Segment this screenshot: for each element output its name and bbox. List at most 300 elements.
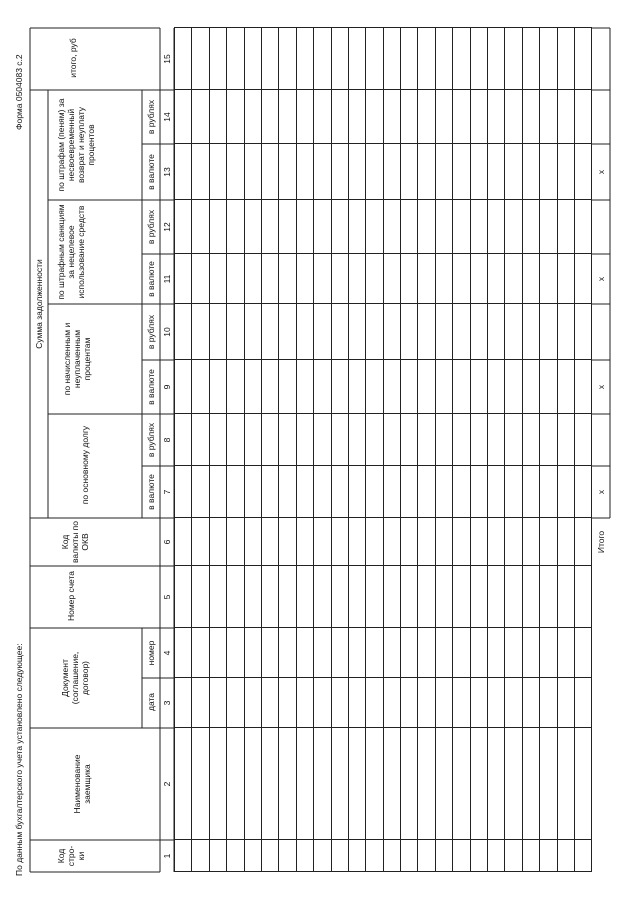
table-cell[interactable] [227, 28, 244, 90]
table-cell[interactable] [418, 254, 435, 304]
table-cell[interactable] [401, 414, 418, 466]
table-cell[interactable] [175, 728, 192, 840]
table-cell[interactable] [279, 466, 296, 518]
table-cell[interactable] [522, 466, 539, 518]
table-cell[interactable] [435, 466, 452, 518]
table-cell[interactable] [435, 518, 452, 566]
table-cell[interactable] [383, 628, 400, 678]
table-cell[interactable] [331, 28, 348, 90]
table-cell[interactable] [244, 414, 261, 466]
table-cell[interactable] [331, 628, 348, 678]
table-cell[interactable] [522, 628, 539, 678]
table-cell[interactable] [244, 678, 261, 728]
table-cell[interactable] [261, 414, 278, 466]
table-cell[interactable] [348, 360, 365, 414]
table-cell[interactable] [574, 518, 591, 566]
table-cell[interactable] [261, 90, 278, 144]
table-cell[interactable] [488, 728, 505, 840]
table-cell[interactable] [366, 628, 383, 678]
table-cell[interactable] [331, 360, 348, 414]
table-cell[interactable] [331, 254, 348, 304]
table-cell[interactable] [331, 678, 348, 728]
table-cell[interactable] [331, 304, 348, 360]
table-cell[interactable] [261, 628, 278, 678]
table-cell[interactable] [557, 518, 574, 566]
table-cell[interactable] [348, 518, 365, 566]
table-cell[interactable] [296, 466, 313, 518]
table-cell[interactable] [557, 28, 574, 90]
table-cell[interactable] [348, 304, 365, 360]
table-cell[interactable] [540, 628, 557, 678]
table-cell[interactable] [192, 414, 209, 466]
table-cell[interactable] [557, 728, 574, 840]
table-cell[interactable] [348, 628, 365, 678]
table-cell[interactable] [470, 840, 487, 872]
table-cell[interactable] [574, 144, 591, 200]
table-cell[interactable] [227, 628, 244, 678]
table-cell[interactable] [488, 414, 505, 466]
table-cell[interactable] [366, 678, 383, 728]
table-cell[interactable] [296, 518, 313, 566]
table-cell[interactable] [279, 678, 296, 728]
table-cell[interactable] [383, 200, 400, 254]
table-cell[interactable] [470, 144, 487, 200]
table-cell[interactable] [348, 200, 365, 254]
table-cell[interactable] [453, 360, 470, 414]
table-cell[interactable] [435, 566, 452, 628]
table-cell[interactable] [331, 728, 348, 840]
table-cell[interactable] [227, 466, 244, 518]
table-cell[interactable] [383, 254, 400, 304]
table-cell[interactable] [418, 144, 435, 200]
table-cell[interactable] [296, 728, 313, 840]
table-cell[interactable] [540, 414, 557, 466]
table-cell[interactable] [401, 254, 418, 304]
table-cell[interactable] [366, 254, 383, 304]
table-cell[interactable] [557, 840, 574, 872]
table-cell[interactable] [470, 518, 487, 566]
table-cell[interactable] [453, 414, 470, 466]
table-cell[interactable] [505, 518, 522, 566]
table-cell[interactable] [522, 360, 539, 414]
table-cell[interactable] [348, 90, 365, 144]
table-cell[interactable] [505, 628, 522, 678]
table-cell[interactable] [279, 566, 296, 628]
table-cell[interactable] [227, 728, 244, 840]
table-cell[interactable] [470, 90, 487, 144]
table-cell[interactable] [314, 90, 331, 144]
table-cell[interactable] [453, 254, 470, 304]
table-cell[interactable] [505, 360, 522, 414]
table-cell[interactable] [540, 518, 557, 566]
table-cell[interactable] [522, 566, 539, 628]
table-cell[interactable] [175, 414, 192, 466]
table-cell[interactable] [522, 304, 539, 360]
table-cell[interactable] [557, 304, 574, 360]
table-cell[interactable] [557, 678, 574, 728]
table-cell[interactable] [192, 254, 209, 304]
table-cell[interactable] [505, 304, 522, 360]
table-cell[interactable] [418, 28, 435, 90]
table-cell[interactable] [383, 90, 400, 144]
table-cell[interactable] [453, 840, 470, 872]
table-cell[interactable] [348, 466, 365, 518]
table-cell[interactable] [401, 466, 418, 518]
table-cell[interactable] [470, 304, 487, 360]
table-cell[interactable] [401, 360, 418, 414]
table-cell[interactable] [540, 254, 557, 304]
table-cell[interactable] [505, 566, 522, 628]
table-cell[interactable] [175, 304, 192, 360]
table-cell[interactable] [522, 90, 539, 144]
table-cell[interactable] [261, 728, 278, 840]
table-cell[interactable] [296, 628, 313, 678]
table-cell[interactable] [209, 360, 226, 414]
table-cell[interactable] [331, 90, 348, 144]
table-cell[interactable] [366, 200, 383, 254]
table-cell[interactable] [453, 144, 470, 200]
table-cell[interactable] [557, 90, 574, 144]
table-cell[interactable] [244, 628, 261, 678]
table-cell[interactable] [331, 144, 348, 200]
table-cell[interactable] [383, 144, 400, 200]
table-cell[interactable] [244, 90, 261, 144]
table-cell[interactable] [453, 628, 470, 678]
table-cell[interactable] [401, 566, 418, 628]
table-cell[interactable] [227, 518, 244, 566]
table-cell[interactable] [574, 678, 591, 728]
table-cell[interactable] [296, 678, 313, 728]
table-cell[interactable] [505, 144, 522, 200]
table-cell[interactable] [314, 28, 331, 90]
table-cell[interactable] [470, 254, 487, 304]
table-cell[interactable] [279, 840, 296, 872]
table-cell[interactable] [279, 414, 296, 466]
table-cell[interactable] [418, 90, 435, 144]
table-cell[interactable] [192, 728, 209, 840]
table-cell[interactable] [574, 28, 591, 90]
table-cell[interactable] [488, 628, 505, 678]
table-cell[interactable] [314, 304, 331, 360]
table-cell[interactable] [314, 200, 331, 254]
table-cell[interactable] [209, 90, 226, 144]
table-cell[interactable] [296, 90, 313, 144]
table-cell[interactable] [574, 566, 591, 628]
table-cell[interactable] [296, 254, 313, 304]
table-cell[interactable] [522, 840, 539, 872]
table-cell[interactable] [435, 360, 452, 414]
table-cell[interactable] [261, 566, 278, 628]
table-cell[interactable] [401, 200, 418, 254]
table-cell[interactable] [383, 414, 400, 466]
table-cell[interactable] [401, 144, 418, 200]
table-cell[interactable] [261, 678, 278, 728]
table-cell[interactable] [296, 840, 313, 872]
table-cell[interactable] [574, 254, 591, 304]
table-cell[interactable] [574, 360, 591, 414]
table-cell[interactable] [175, 254, 192, 304]
table-cell[interactable] [401, 728, 418, 840]
table-cell[interactable] [418, 628, 435, 678]
table-cell[interactable] [557, 144, 574, 200]
table-cell[interactable] [348, 144, 365, 200]
table-cell[interactable] [279, 28, 296, 90]
table-cell[interactable] [244, 518, 261, 566]
table-cell[interactable] [540, 200, 557, 254]
table-cell[interactable] [227, 200, 244, 254]
table-cell[interactable] [366, 466, 383, 518]
table-cell[interactable] [261, 144, 278, 200]
table-cell[interactable] [348, 28, 365, 90]
table-cell[interactable] [314, 466, 331, 518]
table-cell[interactable] [192, 628, 209, 678]
table-cell[interactable] [557, 628, 574, 678]
table-cell[interactable] [209, 628, 226, 678]
table-cell[interactable] [470, 728, 487, 840]
table-cell[interactable] [244, 254, 261, 304]
table-cell[interactable] [522, 678, 539, 728]
table-cell[interactable] [331, 840, 348, 872]
table-cell[interactable] [331, 566, 348, 628]
table-cell[interactable] [505, 840, 522, 872]
table-cell[interactable] [348, 678, 365, 728]
table-cell[interactable] [366, 28, 383, 90]
table-cell[interactable] [453, 200, 470, 254]
table-cell[interactable] [435, 28, 452, 90]
table-cell[interactable] [279, 200, 296, 254]
table-cell[interactable] [244, 728, 261, 840]
table-cell[interactable] [557, 466, 574, 518]
table-cell[interactable] [383, 840, 400, 872]
table-cell[interactable] [488, 678, 505, 728]
table-cell[interactable] [209, 200, 226, 254]
table-cell[interactable] [522, 254, 539, 304]
table-cell[interactable] [261, 360, 278, 414]
table-cell[interactable] [244, 360, 261, 414]
table-cell[interactable] [175, 466, 192, 518]
table-cell[interactable] [227, 90, 244, 144]
table-cell[interactable] [522, 414, 539, 466]
table-cell[interactable] [540, 566, 557, 628]
table-cell[interactable] [488, 840, 505, 872]
table-cell[interactable] [418, 200, 435, 254]
table-cell[interactable] [331, 200, 348, 254]
table-cell[interactable] [261, 28, 278, 90]
table-cell[interactable] [279, 144, 296, 200]
table-cell[interactable] [435, 840, 452, 872]
table-cell[interactable] [348, 840, 365, 872]
table-cell[interactable] [488, 566, 505, 628]
table-cell[interactable] [296, 144, 313, 200]
table-cell[interactable] [192, 144, 209, 200]
table-cell[interactable] [296, 28, 313, 90]
table-cell[interactable] [435, 728, 452, 840]
table-cell[interactable] [261, 840, 278, 872]
table-cell[interactable] [383, 728, 400, 840]
table-cell[interactable] [453, 90, 470, 144]
table-cell[interactable] [314, 728, 331, 840]
table-cell[interactable] [488, 254, 505, 304]
table-cell[interactable] [574, 304, 591, 360]
table-cell[interactable] [209, 728, 226, 840]
table-cell[interactable] [296, 566, 313, 628]
table-cell[interactable] [348, 254, 365, 304]
table-cell[interactable] [418, 678, 435, 728]
table-cell[interactable] [227, 566, 244, 628]
table-cell[interactable] [192, 678, 209, 728]
table-cell[interactable] [488, 90, 505, 144]
table-cell[interactable] [574, 200, 591, 254]
table-cell[interactable] [348, 728, 365, 840]
table-cell[interactable] [574, 466, 591, 518]
table-cell[interactable] [192, 200, 209, 254]
table-cell[interactable] [175, 90, 192, 144]
table-cell[interactable] [296, 200, 313, 254]
table-cell[interactable] [505, 254, 522, 304]
table-cell[interactable] [453, 28, 470, 90]
table-cell[interactable] [192, 360, 209, 414]
table-cell[interactable] [540, 728, 557, 840]
table-cell[interactable] [192, 840, 209, 872]
table-cell[interactable] [192, 518, 209, 566]
table-cell[interactable] [348, 414, 365, 466]
table-cell[interactable] [435, 304, 452, 360]
table-cell[interactable] [418, 566, 435, 628]
table-cell[interactable] [366, 90, 383, 144]
table-cell[interactable] [261, 304, 278, 360]
table-cell[interactable] [470, 628, 487, 678]
table-cell[interactable] [175, 144, 192, 200]
table-cell[interactable] [331, 466, 348, 518]
table-cell[interactable] [435, 254, 452, 304]
table-cell[interactable] [418, 840, 435, 872]
table-cell[interactable] [244, 200, 261, 254]
table-cell[interactable] [227, 360, 244, 414]
table-cell[interactable] [209, 28, 226, 90]
table-cell[interactable] [488, 304, 505, 360]
table-cell[interactable] [453, 678, 470, 728]
table-cell[interactable] [244, 304, 261, 360]
table-cell[interactable] [574, 90, 591, 144]
table-cell[interactable] [418, 414, 435, 466]
table-cell[interactable] [488, 466, 505, 518]
table-cell[interactable] [296, 360, 313, 414]
table-cell[interactable] [470, 466, 487, 518]
table-cell[interactable] [557, 254, 574, 304]
table-cell[interactable] [401, 518, 418, 566]
table-cell[interactable] [470, 414, 487, 466]
table-cell[interactable] [227, 678, 244, 728]
table-cell[interactable] [574, 840, 591, 872]
table-cell[interactable] [279, 628, 296, 678]
table-cell[interactable] [366, 840, 383, 872]
table-cell[interactable] [522, 728, 539, 840]
table-cell[interactable] [540, 90, 557, 144]
table-cell[interactable] [488, 144, 505, 200]
table-cell[interactable] [314, 360, 331, 414]
table-cell[interactable] [175, 360, 192, 414]
table-cell[interactable] [418, 304, 435, 360]
table-cell[interactable] [453, 466, 470, 518]
table-cell[interactable] [383, 566, 400, 628]
table-cell[interactable] [470, 200, 487, 254]
table-cell[interactable] [175, 28, 192, 90]
table-cell[interactable] [244, 566, 261, 628]
table-cell[interactable] [244, 144, 261, 200]
table-cell[interactable] [209, 414, 226, 466]
table-cell[interactable] [540, 840, 557, 872]
table-cell[interactable] [314, 566, 331, 628]
table-cell[interactable] [227, 144, 244, 200]
table-cell[interactable] [540, 360, 557, 414]
table-cell[interactable] [366, 728, 383, 840]
table-cell[interactable] [175, 678, 192, 728]
table-cell[interactable] [175, 518, 192, 566]
table-cell[interactable] [470, 28, 487, 90]
table-cell[interactable] [540, 678, 557, 728]
table-cell[interactable] [540, 304, 557, 360]
table-cell[interactable] [418, 466, 435, 518]
table-cell[interactable] [453, 566, 470, 628]
table-cell[interactable] [192, 28, 209, 90]
table-cell[interactable] [192, 90, 209, 144]
table-cell[interactable] [279, 360, 296, 414]
table-cell[interactable] [557, 414, 574, 466]
table-cell[interactable] [227, 414, 244, 466]
table-cell[interactable] [209, 840, 226, 872]
table-cell[interactable] [522, 200, 539, 254]
table-cell[interactable] [209, 254, 226, 304]
table-cell[interactable] [488, 360, 505, 414]
table-cell[interactable] [331, 518, 348, 566]
table-cell[interactable] [522, 28, 539, 90]
table-cell[interactable] [366, 144, 383, 200]
table-cell[interactable] [557, 200, 574, 254]
table-cell[interactable] [557, 360, 574, 414]
table-cell[interactable] [279, 304, 296, 360]
table-cell[interactable] [401, 840, 418, 872]
table-cell[interactable] [192, 304, 209, 360]
table-cell[interactable] [574, 728, 591, 840]
table-cell[interactable] [522, 518, 539, 566]
table-cell[interactable] [366, 360, 383, 414]
table-cell[interactable] [244, 466, 261, 518]
table-cell[interactable] [314, 414, 331, 466]
table-cell[interactable] [505, 200, 522, 254]
table-cell[interactable] [244, 28, 261, 90]
table-cell[interactable] [540, 28, 557, 90]
table-cell[interactable] [435, 628, 452, 678]
table-cell[interactable] [383, 518, 400, 566]
table-cell[interactable] [435, 200, 452, 254]
table-cell[interactable] [314, 144, 331, 200]
table-cell[interactable] [209, 566, 226, 628]
table-cell[interactable] [209, 304, 226, 360]
table-cell[interactable] [227, 304, 244, 360]
table-cell[interactable] [314, 678, 331, 728]
table-cell[interactable] [435, 90, 452, 144]
table-cell[interactable] [244, 840, 261, 872]
table-cell[interactable] [435, 144, 452, 200]
table-cell[interactable] [314, 254, 331, 304]
table-cell[interactable] [261, 254, 278, 304]
table-cell[interactable] [175, 628, 192, 678]
table-cell[interactable] [227, 254, 244, 304]
table-cell[interactable] [418, 518, 435, 566]
table-cell[interactable] [261, 200, 278, 254]
table-cell[interactable] [488, 518, 505, 566]
table-cell[interactable] [435, 678, 452, 728]
